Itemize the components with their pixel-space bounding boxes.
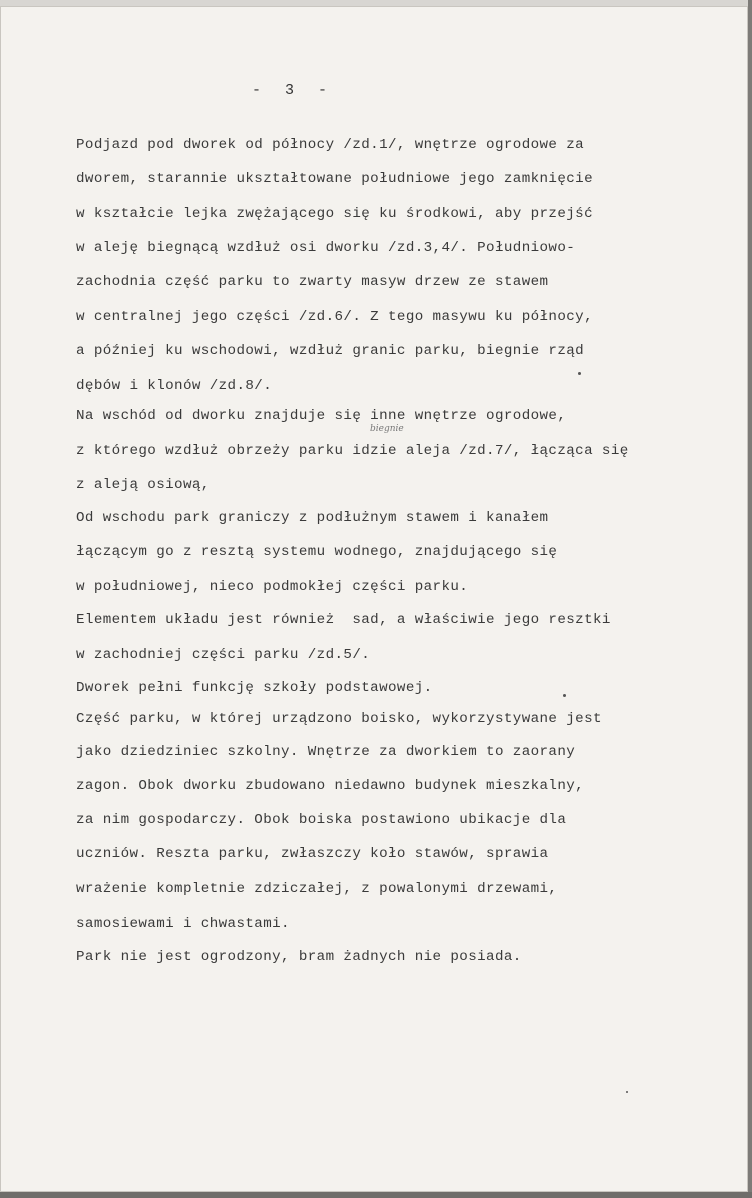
ink-speck <box>578 372 581 375</box>
text-line: Dworek pełni funkcję szkoły podstawowej. <box>76 680 433 696</box>
page-number: - 3 - <box>252 82 330 99</box>
scan-edge-bottom <box>0 1192 752 1198</box>
ink-speck <box>563 694 566 697</box>
text-line: uczniów. Reszta parku, zwłaszczy koło stawów, sprawia <box>76 846 549 862</box>
text-line: a później ku wschodowi, wzdłuż granic parku, biegnie rząd <box>76 343 585 359</box>
text-line: Na wschód od dworku znajduje się inne wnętrze ogrodowe, <box>76 408 567 424</box>
text-line: Elementem układu jest również sad, a właściwie jego resztki <box>76 612 611 628</box>
scan-edge-right <box>748 0 752 1198</box>
text-line: dębów i klonów /zd.8/. <box>76 378 273 394</box>
text-line: z aleją osiową, <box>76 477 210 493</box>
handwritten-note: biegnie <box>370 424 404 434</box>
text-line: w aleję biegnącą wzdłuż osi dworku /zd.3,4/. Południowo- <box>76 240 576 256</box>
text-line: dworem, starannie ukształtowane południowe jego zamknięcie <box>76 171 594 187</box>
text-line: Podjazd pod dworek od północy /zd.1/, wnętrze ogrodowe za <box>76 137 585 153</box>
text-line: w zachodniej części parku /zd.5/. <box>76 647 371 663</box>
text-line: za nim gospodarczy. Obok boiska postawiono ubikacje dla <box>76 812 567 828</box>
text-line: zagon. Obok dworku zbudowano niedawno budynek mieszkalny, <box>76 778 585 794</box>
text-line: Część parku, w której urządzono boisko, wykorzystywane jest <box>76 711 602 727</box>
text-line: jako dziedziniec szkolny. Wnętrze za dworkiem to zaorany <box>76 744 576 760</box>
text-line: z którego wzdłuż obrzeży parku idzie aleja /zd.7/, łącząca się <box>76 443 629 459</box>
document-page <box>0 6 748 1192</box>
text-line: samosiewami i chwastami. <box>76 916 290 932</box>
text-line: w kształcie lejka zwężającego się ku środkowi, aby przejść <box>76 206 594 222</box>
text-line: w południowej, nieco podmokłej części parku. <box>76 579 469 595</box>
text-line: w centralnej jego części /zd.6/. Z tego masywu ku północy, <box>76 309 594 325</box>
ink-speck <box>626 1091 628 1093</box>
text-line: zachodnia część parku to zwarty masyw drzew ze stawem <box>76 274 549 290</box>
text-line: Park nie jest ogrodzony, bram żadnych nie posiada. <box>76 949 522 965</box>
text-line: wrażenie kompletnie zdziczałej, z powalonymi drzewami, <box>76 881 558 897</box>
text-line: Od wschodu park graniczy z podłużnym stawem i kanałem <box>76 510 549 526</box>
text-line: łączącym go z resztą systemu wodnego, znajdującego się <box>76 544 558 560</box>
